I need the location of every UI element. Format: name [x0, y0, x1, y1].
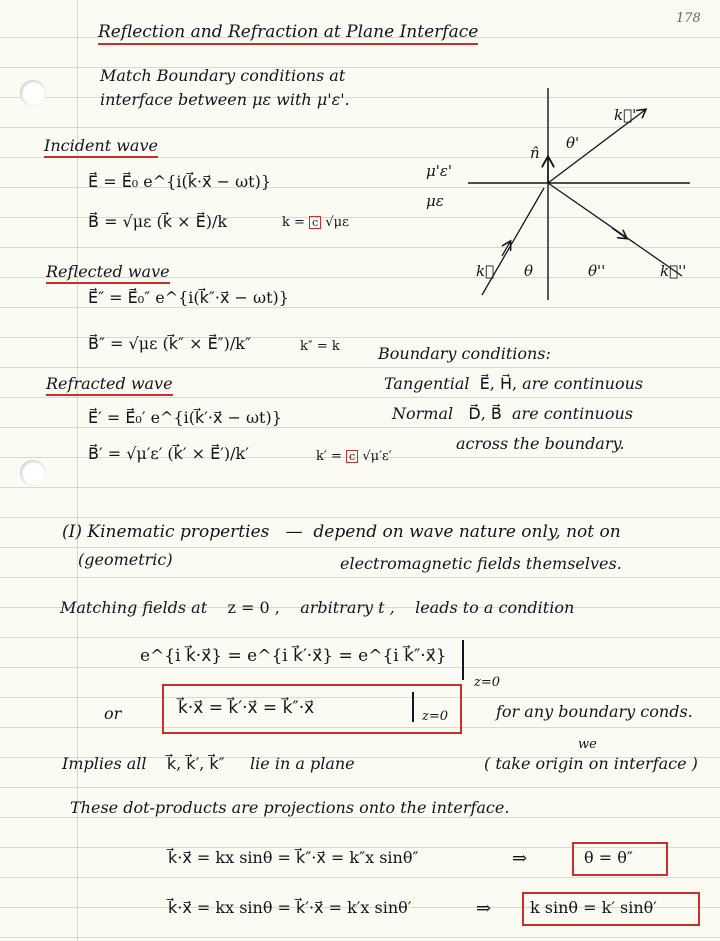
binder-hole — [20, 80, 46, 106]
incident-B-equation: B⃗ = √με (k⃗ × E⃗)/k — [88, 212, 228, 231]
boxed-dot-products: k⃗·x⃗ = k⃗′·x⃗ = k⃗″·x⃗ — [178, 698, 315, 718]
refracted-B-equation: B⃗′ = √μ′ε′ (k⃗′ × E⃗′)/k′ — [88, 444, 249, 463]
label-k-double-prime: k⃗'' — [660, 262, 687, 280]
label-k: k⃗ — [476, 262, 495, 280]
label-k-prime: k⃗' — [614, 106, 637, 124]
incident-k-relation: k = c √με — [282, 215, 349, 230]
boxed-c: c — [309, 216, 321, 229]
page-title: Reflection and Refraction at Plane Interface — [98, 24, 478, 45]
intro-line-2: interface between με with μ'ε'. — [100, 90, 350, 109]
evaluation-bar — [462, 640, 464, 680]
or-label: or — [104, 704, 122, 723]
reflected-ray-arrowhead — [612, 228, 626, 238]
implies-arrow-2: ⇒ — [476, 898, 492, 919]
reflected-k-relation: k″ = k — [300, 339, 340, 354]
label-mu: με — [426, 192, 444, 210]
refracted-k-relation: k′ = c √μ′ε′ — [316, 449, 392, 464]
boundary-line-1: Tangential E⃗, H⃗, are continuous — [384, 374, 644, 393]
z-sub-2: z=0 — [422, 709, 449, 724]
result-2-boxed: k sinθ = k′ sinθ′ — [530, 898, 657, 917]
matching-line: Matching fields at z = 0 , arbitrary t , leads to a condition — [60, 598, 575, 617]
label-mu-prime: μ'ε' — [426, 162, 453, 180]
binder-hole — [20, 460, 46, 486]
any-boundary-note: for any boundary conds. — [496, 702, 693, 721]
implies-line: Implies all k⃗, k⃗′, k⃗″ lie in a plane — [62, 754, 355, 773]
incident-heading: Incident wave — [44, 138, 158, 158]
we-insert: we — [578, 737, 597, 752]
section-1-heading: (I) Kinematic properties — depend on wave nature only, not on — [62, 522, 621, 542]
refracted-heading: Refracted wave — [46, 376, 173, 396]
implies-arrow-1: ⇒ — [512, 848, 528, 869]
z-sub-1: z=0 — [474, 675, 501, 690]
result-1-boxed: θ = θ″ — [584, 848, 633, 867]
evaluation-bar — [412, 692, 414, 722]
reflected-heading: Reflected wave — [46, 264, 170, 284]
boxed-c: c — [346, 450, 358, 463]
refracted-E-equation: E⃗′ = E⃗₀′ e^{i(k⃗′·x⃗ − ωt)} — [88, 408, 282, 427]
boundary-heading: Boundary conditions: — [378, 344, 551, 363]
section-1-paren: (geometric) — [78, 550, 173, 569]
boundary-line-3: across the boundary. — [456, 434, 625, 453]
intro-line-1: Match Boundary conditions at — [100, 66, 346, 85]
label-n-hat: n̂ — [530, 144, 540, 162]
incident-E-equation: E⃗ = E⃗₀ e^{i(k⃗·x⃗ − ωt)} — [88, 172, 272, 191]
origin-note: ( take origin on interface ) — [484, 754, 698, 773]
page-number: 178 — [676, 11, 701, 26]
reflection-diagram — [390, 80, 700, 300]
exponential-equality: e^{i k⃗·x⃗} = e^{i k⃗′·x⃗} = e^{i k⃗″·x⃗} — [140, 646, 447, 666]
result-1-equation: k⃗·x⃗ = kx sinθ = k⃗″·x⃗ = k″x sinθ″ — [168, 848, 419, 867]
reflected-B-equation: B⃗″ = √με (k⃗″ × E⃗″)/k″ — [88, 334, 251, 353]
section-1-desc-2: electromagnetic fields themselves. — [340, 554, 622, 573]
boundary-line-2: Normal D⃗, B⃗ are continuous — [392, 404, 633, 423]
projections-line: These dot-products are projections onto the interface. — [70, 798, 510, 817]
label-theta-prime: θ' — [566, 134, 580, 152]
result-2-equation: k⃗·x⃗ = kx sinθ = k⃗′·x⃗ = k′x sinθ′ — [168, 898, 412, 917]
label-theta-double-prime: θ'' — [588, 262, 606, 280]
label-theta: θ — [524, 262, 534, 280]
reflected-E-equation: E⃗″ = E⃗₀″ e^{i(k⃗″·x⃗ − ωt)} — [88, 288, 289, 307]
